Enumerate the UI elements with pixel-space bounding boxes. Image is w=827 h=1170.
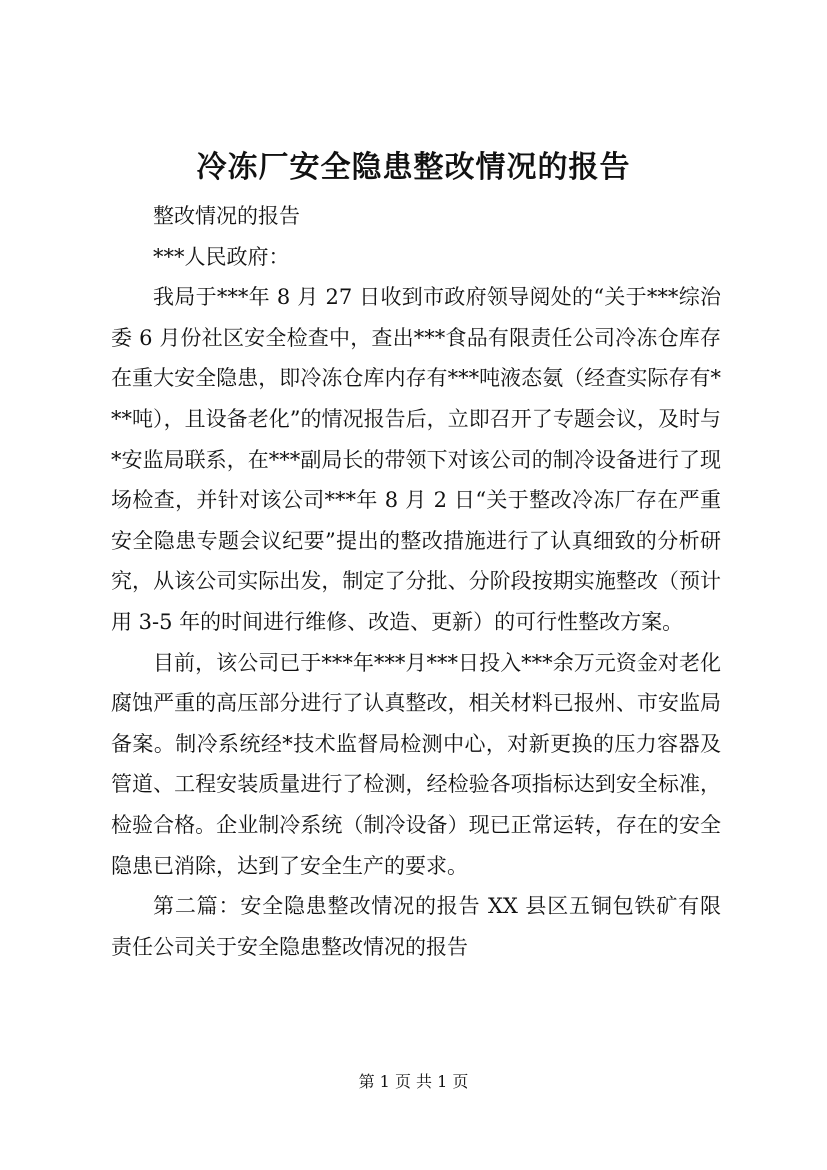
body-paragraph: 第二篇：安全隐患整改情况的报告 XX 县区五铜包铁矿有限责任公司关于安全隐患整改情况的报告 — [111, 894, 721, 959]
body-paragraph: 目前，该公司已于***年***月***日投入***余万元资金对老化腐蚀严重的高压部分进行了认真整改，相关材料已报州、市安监局备案。制冷系统经*技术监督局检测中心，对新更换的压力容器及管道、工程安装质量进行了检测，经检验各项指标达到安全标准，检验合格。企业制冷系统（制冷设备）现已正常运转，存在的安全隐患已消除，达到了安全生产的要求。 — [111, 650, 721, 878]
section-heading: 整改情况的报告 — [153, 204, 300, 228]
body-paragraph: 我局于***年 8 月 27 日收到市政府领导阅处的“关于***综治委 6 月份社区安全检查中，查出***食品有限责任公司冷冻仓库存在重大安全隐患，即冷冻仓库内存有***吨液态氨（经查实际存有***吨），且设备老化”的情况报告后，立即召开了专题会议，及时与*安监局联系，在***副局长的带领下对该公司的制冷设备进行了现场检查，并针对该公司***年 8 月 2 日“关于整改冷冻厂存在严重安全隐患专题会议纪要”提出的整改措施进行了认真细致的分析研究，从该公司实际出发，制定了分批、分阶段按期实施整改（预计用 3-5 年的时间进行维修、改造、更新）的可行性整改方案。 — [111, 285, 721, 634]
salutation: ***人民政府： — [153, 244, 290, 269]
document-title: 冷冻厂安全隐患整改情况的报告 — [196, 150, 631, 185]
page-number: 第 1 页 共 1 页 — [358, 1072, 469, 1091]
document-body — [111, 196, 721, 967]
